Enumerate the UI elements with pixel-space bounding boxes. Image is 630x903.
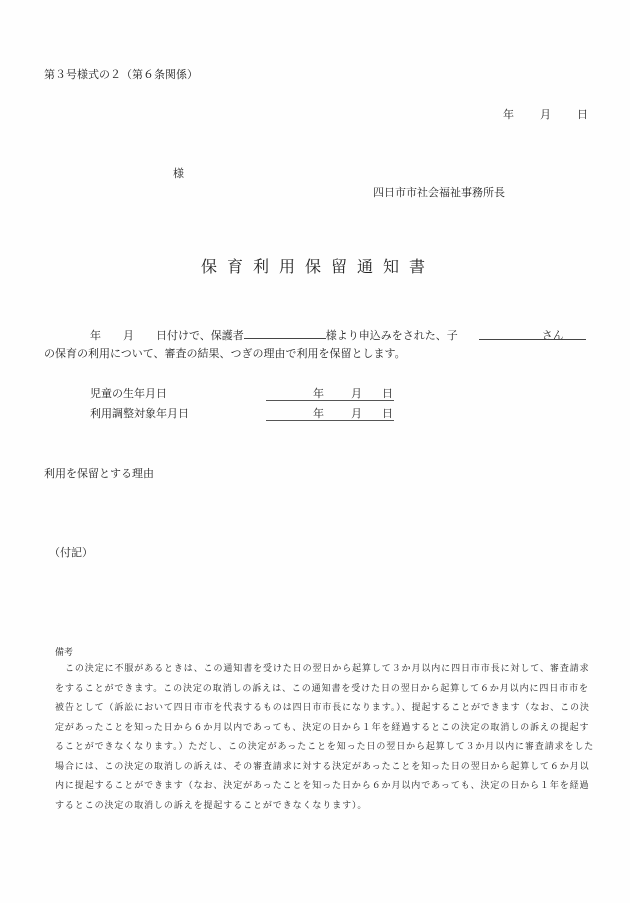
recipient-suffix: 様	[173, 167, 184, 180]
remarks-text: この決定に不服があるときは、この通知書を受けた日の翌日から起算して３か月以内に四日市市長に対して、審査請求をすることができます。この決定の取消しの訴えは、この通知書を受けた日の翌日から起算して６か月以内に四日市市を被告として（訴訟において四日市市を代表するものは四日市市長になります。）、提起することができます（なお、この決定があったことを知った日から６か月以内であっても、決定の日から１年を経過するとこの決定の取消しの訴えの提起することができなくなります。）ただし、この決定があったことを知った日の翌日から起算して３か月以内に審査請求をした場合には、この決定の取消しの訴えは、その審査請求に対する決定があったことを知った日の翌日から起算して６か月以内に提起することができます（なお、決定があったことを知った日から６か月以内であっても、決定の日から１年を経過するとこの決定の取消しの訴えを提起することができなくなります）。	[55, 664, 595, 811]
issue-date-day: 日	[577, 108, 588, 121]
target-date-field[interactable]	[266, 407, 394, 421]
issue-date	[503, 108, 588, 122]
remarks-heading: 備考	[55, 648, 74, 658]
form-number: 第３号様式の２（第６条関係）	[44, 68, 198, 81]
body-line-2: の保育の利用について、審査の結果、つぎの理由で利用を保留とします。	[44, 347, 406, 360]
note-heading: （付記）	[49, 546, 93, 559]
birthdate-label: 児童の生年月日	[90, 387, 167, 400]
target-date-month: 月	[351, 407, 362, 420]
body-line-1	[44, 326, 590, 343]
target-date-day: 日	[382, 407, 393, 420]
target-date-year: 年	[313, 407, 324, 420]
birthdate-year: 年	[313, 387, 324, 400]
issue-date-month: 月	[540, 108, 551, 121]
child-suffix: さん	[541, 329, 564, 342]
guardian-suffix: 様より申込みをされた、子	[325, 329, 458, 342]
child-name-underline	[479, 339, 586, 340]
body-day-text: 日付けで、保護者	[156, 329, 244, 342]
document-title: 保育利用保留通知書	[200, 257, 435, 276]
target-date-label: 利用調整対象年月日	[90, 407, 189, 420]
birthdate-month: 月	[351, 387, 362, 400]
issue-date-year: 年	[503, 108, 514, 121]
body-year: 年	[90, 329, 101, 342]
body-month: 月	[123, 329, 134, 342]
birthdate-field[interactable]	[266, 387, 394, 401]
reason-heading: 利用を保留とする理由	[44, 467, 154, 480]
child-name-field[interactable]	[458, 327, 542, 339]
birthdate-day: 日	[382, 387, 393, 400]
guardian-name-field[interactable]	[244, 326, 326, 339]
issuer: 四日市市社会福祉事務所長	[373, 186, 505, 199]
remarks	[55, 660, 595, 816]
